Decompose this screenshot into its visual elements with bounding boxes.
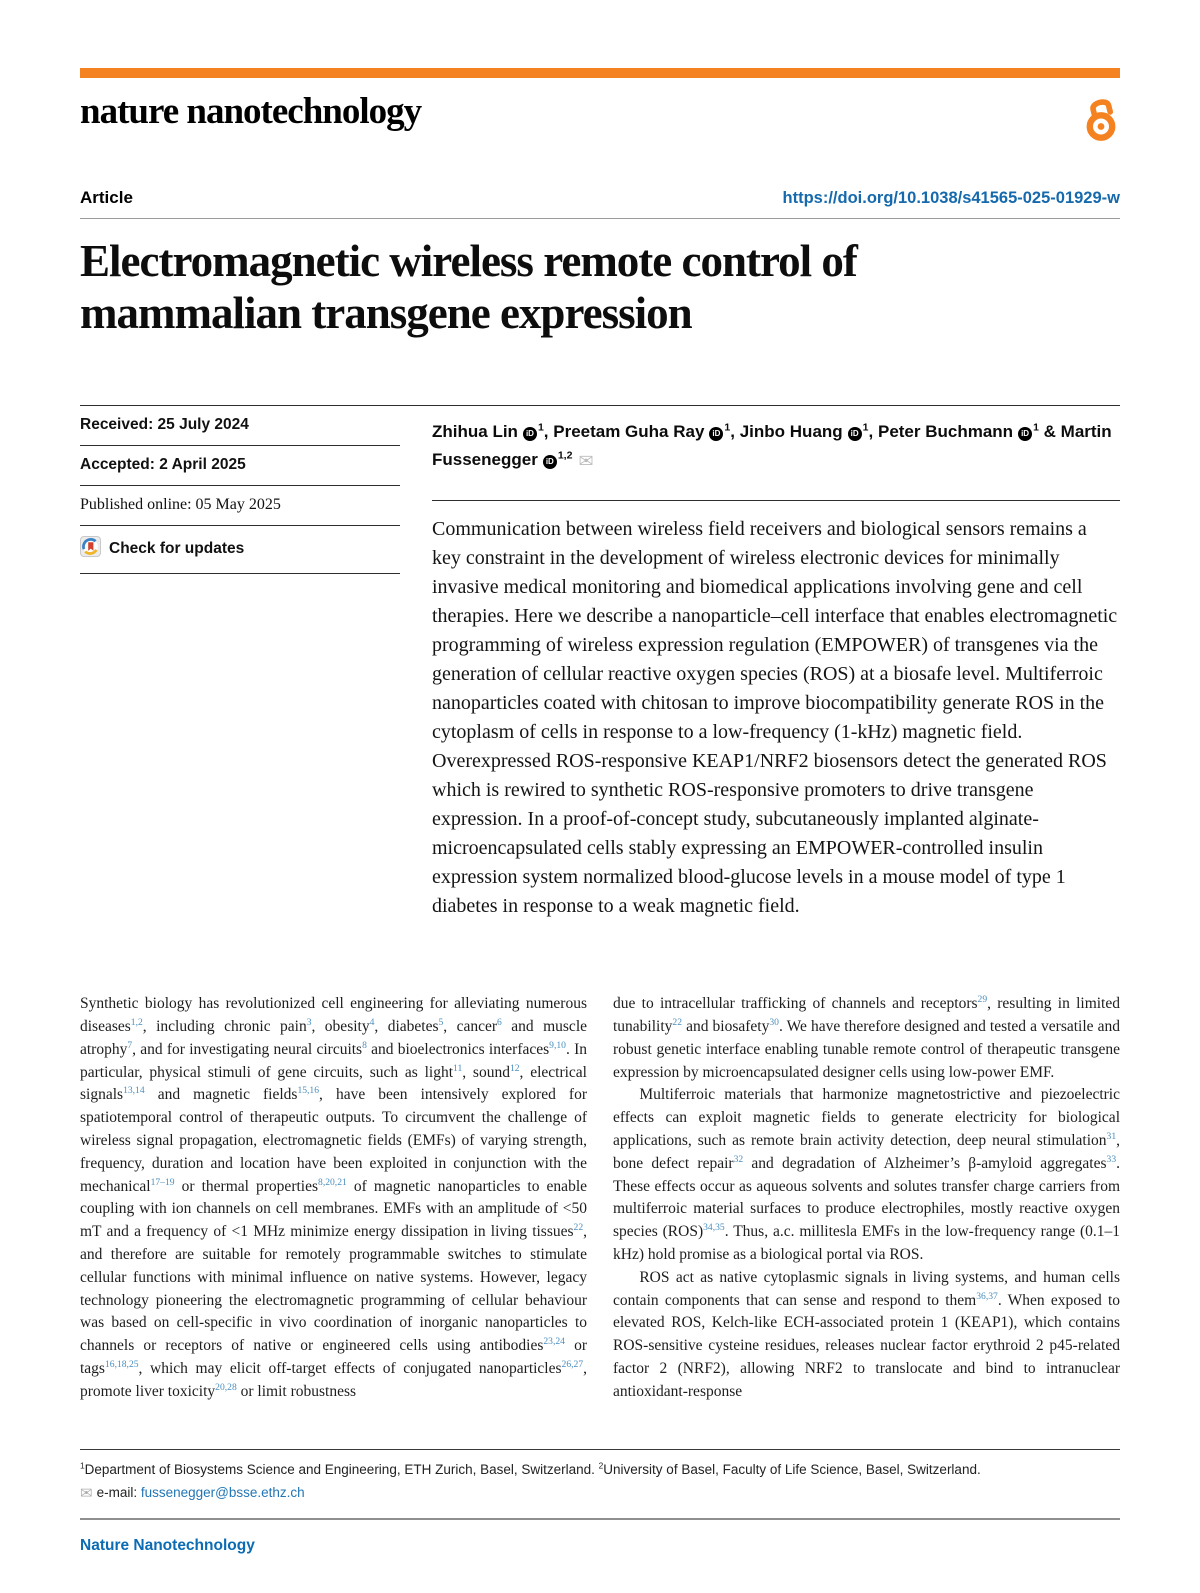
reference-superscript: 3 (306, 1016, 312, 1028)
reference-superscript: 13,14 (123, 1085, 145, 1097)
affiliation-superscript: 1 (80, 1460, 85, 1471)
reference-superscript: 17–19 (150, 1176, 175, 1188)
reference-superscript: 23,24 (543, 1335, 565, 1347)
article-title: Electromagnetic wireless remote control of mammalian transgene expression (80, 236, 857, 339)
orcid-icon[interactable] (543, 455, 557, 469)
reference-superscript: 22 (672, 1016, 683, 1028)
reference-superscript: 1,2 (130, 1016, 143, 1028)
reference-superscript: 6 (497, 1016, 502, 1028)
reference-superscript: 26,27 (561, 1358, 584, 1370)
body-column-right (613, 993, 1120, 1403)
article-page (80, 0, 1121, 1555)
check-for-updates-label: Check for updates (109, 540, 245, 558)
masthead (80, 92, 1120, 152)
affiliation-superscript: 1 (537, 421, 544, 434)
email-icon[interactable] (578, 451, 593, 472)
journal-name-footer: Nature Nanotechnology (80, 1537, 255, 1555)
reference-superscript: 16,18,25 (104, 1358, 139, 1370)
paragraph: due to intracellular trafficking of channels and receptors$^{29}$, resulting in limited tunability$^{22}$ and biosafety$^{30}$. We have therefore designed and tested a versatile and robust genetic interface enabling tunable remote control of therapeutic transgene expression by microencapsulated designer cells using low-power EMF. (613, 994, 1120, 1081)
reference-superscript: 9,10 (549, 1039, 566, 1051)
affiliation-superscript: 1,2 (557, 448, 573, 461)
journal-logo: nature nanotechnology (80, 91, 422, 132)
abstract-text: Communication between wireless field receivers and biological sensors remains a key constraint in the development of wireless electronic devices for minimally invasive medical monitoring and biomedical applications involving gene and cell therapies. Here we describe a nanoparticle–cell interface that enables electromagnetic programming of wireless expression regulation (EMPOWER) of transgenes via the generation of cellular reactive oxygen species (ROS) at a biosafe level. Multiferroic nanoparticles coated with chitosan to improve biocompatibility generate ROS in the cytoplasm of cells in response to a low-frequency (1-kHz) magnetic field. Overexpressed ROS-responsive KEAP1/NRF2 biosensors detect the generated ROS which is rewired to synthetic ROS-responsive promoters to drive transgene expression. In a proof-of-concept study, subcutaneously implanted alginate-microencapsulated cells stably expressing an EMPOWER-controlled insulin expression system normalized blood-glucose levels in a mouse model of type 1 diabetes in response to a weak magnetic field. (432, 518, 1118, 918)
open-access-icon (1082, 94, 1120, 147)
crossmark-icon (80, 536, 101, 562)
reference-superscript: 12 (509, 1062, 520, 1074)
reference-superscript: 11 (453, 1062, 463, 1074)
reference-superscript: 32 (733, 1153, 744, 1165)
footer-divider (80, 1449, 1120, 1450)
orcid-icon[interactable] (709, 427, 723, 441)
body-text (80, 993, 1120, 1403)
reference-superscript: 22 (573, 1222, 584, 1234)
footer-bottom-divider (80, 1518, 1120, 1520)
authors-line: Zhihua Lin iD $^1$, Preetam Guha Ray iD $^1$, Jinbo Huang iD $^1$, Peter BuchmanniD $^1$ & Martin Fussenegger iD $^{1,2}$ ✉ (432, 406, 1120, 476)
reference-superscript: 34,35 (703, 1222, 725, 1234)
reference-superscript: 30 (769, 1016, 779, 1028)
affiliations: $^1$Department of Biosystems Science and Engineering, ETH Zurich, Basel, Switzerland. $^2$University of Basel, Faculty of Life Science, Basel, Switzerland. (80, 1460, 981, 1478)
affiliation-superscript: 1 (724, 421, 731, 434)
email-label: e-mail: (96, 1485, 141, 1501)
check-for-updates-button[interactable] (80, 526, 400, 574)
paragraph: ROS act as native cytoplasmic signals in living systems, and human cells contain components that can sense and respond to them$^{36,37}$. When exposed to elevated ROS, Kelch-like ECH-associated protein 1 (KEAP1), which contains ROS-sensitive cysteine residues, releases nuclear factor erythroid 2 p45-related factor 2 (NRF2), allowing NRF2 to translocate and bind to intranuclear antioxidant-response (613, 1268, 1121, 1400)
reference-superscript: 8,20,21 (318, 1176, 347, 1188)
reference-superscript: 29 (977, 994, 988, 1006)
orcid-icon[interactable] (523, 427, 537, 441)
affiliation-superscript: 2 (598, 1460, 604, 1471)
reference-superscript: 20,28 (215, 1381, 237, 1393)
published-date: Published online: 05 May 2025 (80, 486, 400, 526)
reference-superscript: 5 (438, 1016, 444, 1028)
orcid-icon[interactable] (848, 427, 862, 441)
orcid-icon[interactable] (1018, 427, 1032, 441)
email-link[interactable]: fussenegger@bsse.ethz.ch (140, 1485, 305, 1501)
meta-section (80, 405, 1120, 941)
reference-superscript: 33 (1106, 1153, 1117, 1165)
affiliation-superscript: 1 (1033, 421, 1039, 434)
accepted-date: Accepted: 2 April 2025 (80, 446, 400, 486)
reference-superscript: 4 (369, 1016, 375, 1028)
article-header-row (80, 188, 1120, 208)
paragraph: Multiferroic materials that harmonize magnetostrictive and piezoelectric effects can exploit magnetic fields to generate electricity for biological applications, such as remote brain activity detection, deep neural stimulation$^{31}$, bone defect repair$^{32}$ and degradation of Alzheimer’s β-amyloid aggregates$^{33}$. These effects occur as aqueous solvents and solutes transfer charge carriers from multiferroic material surfaces to produce electrophiles, mostly reactive oxygen species (ROS)$^{34,35}$. Thus, a.c. millitesla EMFs in the low-frequency range (0.1–1 kHz) hold promise as a biological portal via ROS. (613, 1086, 1120, 1263)
top-accent-bar (80, 68, 1120, 78)
paragraph: Synthetic biology has revolutionized cell engineering for alleviating numerous diseases$^{1,2}$, including chronic pain$^3$, obesity$^4$, diabetes$^5$, cancer$^6$ and muscle atrophy$^7$, and for investigating neural circuits$^8$ and bioelectronics interfaces$^{9,10}$. In particular, physical stimuli of gene circuits, such as light$^{11}$, sound$^{12}$, electrical signals$^{13,14}$ and magnetic fields$^{15,16}$, have been intensively explored for spatiotemporal control of therapeutic outputs. To circumvent the challenge of wireless signal propagation, electromagnetic fields (EMFs) of varying strength, frequency, duration and location have been exploited in conjunction with the mechanical$^{17-19}$ or thermal properties$^{8,20,21}$ of magnetic nanoparticles to enable coupling with ion channels on cell membranes. EMFs with an amplitude of <50 mT and a frequency of <1 MHz minimize energy dissipation in living tissues$^{22}$, and therefore are suitable for remotely programmable switches to stimulate cellular functions with minimal influence on native systems. However, legacy technology pioneering the electromagnetic programming of cellular behaviour was based on cell-specific in vivo coordination of inorganic nanoparticles to channels or receptors of native or engineered cells using antibodies$^{23,24}$ or tags$^{16,18,25}$, which may elicit off-target effects of conjugated nanoparticles$^{26,27}$, promote liver toxicity$^{20,28}$ or limit robustness (80, 995, 588, 1400)
reference-superscript: 8 (362, 1039, 367, 1051)
body-column-left (80, 993, 587, 1403)
article-type-label: Article (80, 188, 133, 207)
reference-superscript: 7 (127, 1039, 133, 1051)
reference-superscript: 31 (1106, 1130, 1117, 1142)
doi-link[interactable]: https://doi.org/10.1038/s41565-025-01929-w (782, 189, 1120, 207)
reference-superscript: 36,37 (976, 1290, 998, 1302)
header-divider (80, 218, 1120, 219)
history-panel (80, 406, 400, 941)
email-line (80, 1484, 1120, 1502)
abstract-divider (432, 500, 1120, 501)
reference-superscript: 15,16 (297, 1085, 320, 1097)
received-date: Received: 25 July 2024 (80, 406, 400, 446)
author-abstract-column (432, 406, 1120, 941)
affiliation-superscript: 1 (862, 421, 869, 434)
email-icon (80, 1484, 93, 1502)
